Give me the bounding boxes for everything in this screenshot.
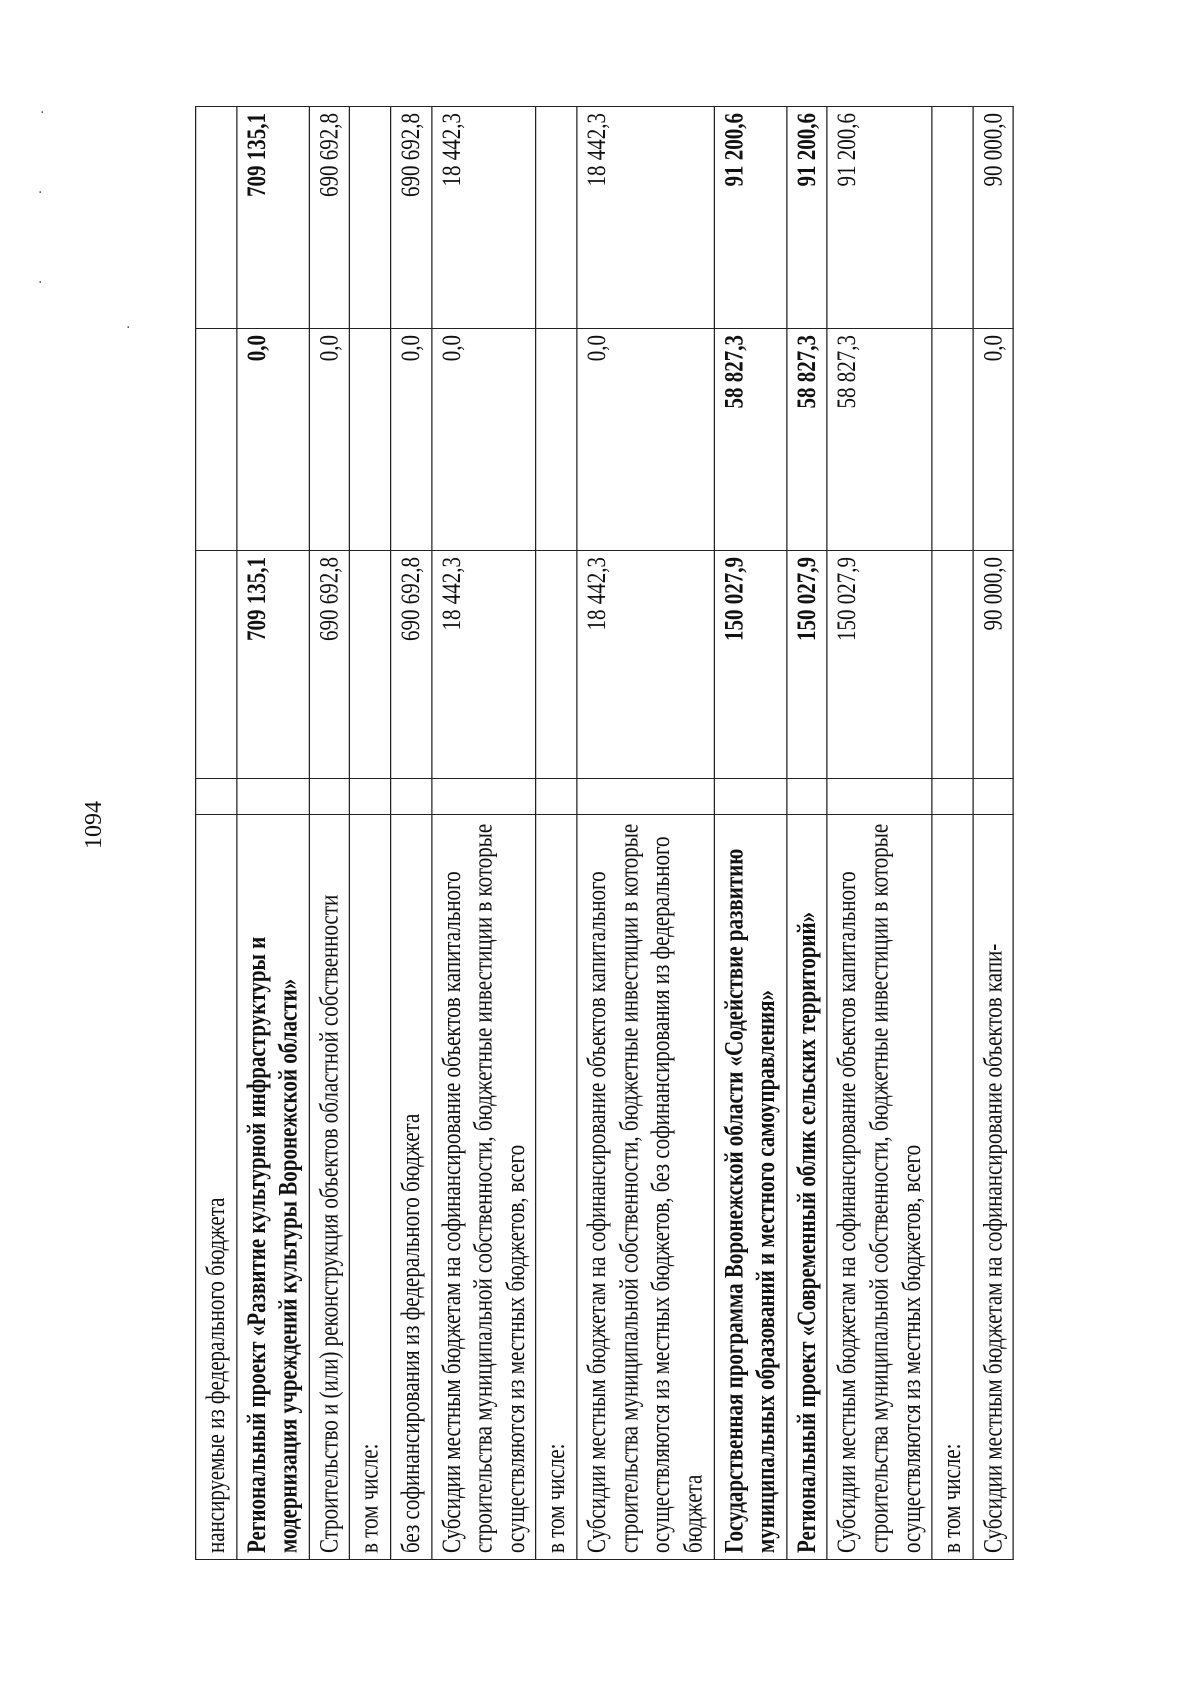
row-federal-cell: 0,0 [236,329,309,551]
row-name-cell: в том числе: [536,815,577,1560]
table-row [350,107,391,1560]
table-row [309,107,350,1560]
row-empty-cell [309,779,350,815]
row-regional-cell: 690 692,8 [391,107,432,329]
budget-table-frame [195,107,1100,1560]
row-name-cell: Субсидии местным бюджетам на софинансирование объектов капитального строительства муниципальной собственности, бюджетные инвестиции в которые осуществляются из местных бюджетов, без софинансирования из федерального бюджета [577,815,714,1560]
row-name-cell: Строительство и (или) реконструкция объектов областной собственности [309,815,350,1560]
row-regional-cell: 91 200,6 [787,107,828,329]
scan-artifact-dots: · [38,185,43,201]
table-row [431,107,536,1560]
table-row [973,107,1014,1560]
row-name-cell: без софинансирования из федерального бюджета [391,815,432,1560]
table-row [787,107,828,1560]
row-total-cell: 18 442,3 [577,551,714,779]
row-empty-cell [714,779,787,815]
row-regional-cell: 18 442,3 [577,107,714,329]
row-empty-cell [577,779,714,815]
row-total-cell: 709 135,1 [236,551,309,779]
row-empty-cell [236,779,309,815]
row-federal-cell: 0,0 [309,329,350,551]
row-name-cell: Региональный проект «Современный облик сельских территорий» [787,815,828,1560]
row-regional-cell: 690 692,8 [309,107,350,329]
table-row [196,107,237,1560]
row-federal-cell [536,329,577,551]
row-total-cell: 690 692,8 [391,551,432,779]
row-empty-cell [431,779,536,815]
row-regional-cell [536,107,577,329]
table-row [236,107,309,1560]
row-name-cell: Государственная программа Воронежской области «Содействие развитию муниципальных образований и местного самоуправления» [714,815,787,1560]
row-regional-cell: 91 200,6 [714,107,787,329]
row-name-cell: Субсидии местным бюджетам на софинансирование объектов капитального строительства муниципальной собственности, бюджетные инвестиции в которые осуществляются из местных бюджетов, всего [431,815,536,1560]
row-federal-cell [932,329,973,551]
table-row [714,107,787,1560]
table-row [827,107,932,1560]
page-number: 1094 [81,801,107,849]
row-regional-cell [196,107,237,329]
table-row [577,107,714,1560]
row-federal-cell: 58 827,3 [714,329,787,551]
scan-artifact-dots: · [38,275,43,291]
row-regional-cell [350,107,391,329]
row-federal-cell [350,329,391,551]
row-federal-cell: 0,0 [577,329,714,551]
row-empty-cell [350,779,391,815]
row-total-cell: 90 000,0 [973,551,1014,779]
table-row [536,107,577,1560]
row-name-cell: в том числе: [932,815,973,1560]
row-regional-cell [932,107,973,329]
scan-artifact-dots: · [126,320,131,336]
row-federal-cell: 0,0 [431,329,536,551]
row-empty-cell [932,779,973,815]
row-total-cell: 150 027,9 [714,551,787,779]
row-federal-cell [196,329,237,551]
row-regional-cell: 91 200,6 [827,107,932,329]
row-name-cell: в том числе: [350,815,391,1560]
row-federal-cell: 0,0 [973,329,1014,551]
row-total-cell: 690 692,8 [309,551,350,779]
row-empty-cell [827,779,932,815]
row-empty-cell [536,779,577,815]
row-name-cell: нансируемые из федерального бюджета [196,815,237,1560]
row-regional-cell: 18 442,3 [431,107,536,329]
row-total-cell: 150 027,9 [827,551,932,779]
row-empty-cell [787,779,828,815]
row-name-cell: Субсидии местным бюджетам на софинансирование объектов капи- [973,815,1014,1560]
budget-table [195,106,1014,1560]
row-federal-cell: 0,0 [391,329,432,551]
row-total-cell [536,551,577,779]
table-row [391,107,432,1560]
table-row [932,107,973,1560]
scan-artifact-dots: · [40,105,45,121]
row-federal-cell: 58 827,3 [787,329,828,551]
row-total-cell [350,551,391,779]
row-empty-cell [196,779,237,815]
row-empty-cell [391,779,432,815]
row-federal-cell: 58 827,3 [827,329,932,551]
row-total-cell: 18 442,3 [431,551,536,779]
row-regional-cell: 90 000,0 [973,107,1014,329]
row-total-cell [932,551,973,779]
row-regional-cell: 709 135,1 [236,107,309,329]
row-total-cell: 150 027,9 [787,551,828,779]
row-name-cell: Региональный проект «Развитие культурной инфраструктуры и модернизация учреждений культуры Воронежской области» [236,815,309,1560]
row-total-cell [196,551,237,779]
row-empty-cell [973,779,1014,815]
row-name-cell: Субсидии местным бюджетам на софинансирование объектов капитального строительства муниципальной собственности, бюджетные инвестиции в которые осуществляются из местных бюджетов, всего [827,815,932,1560]
